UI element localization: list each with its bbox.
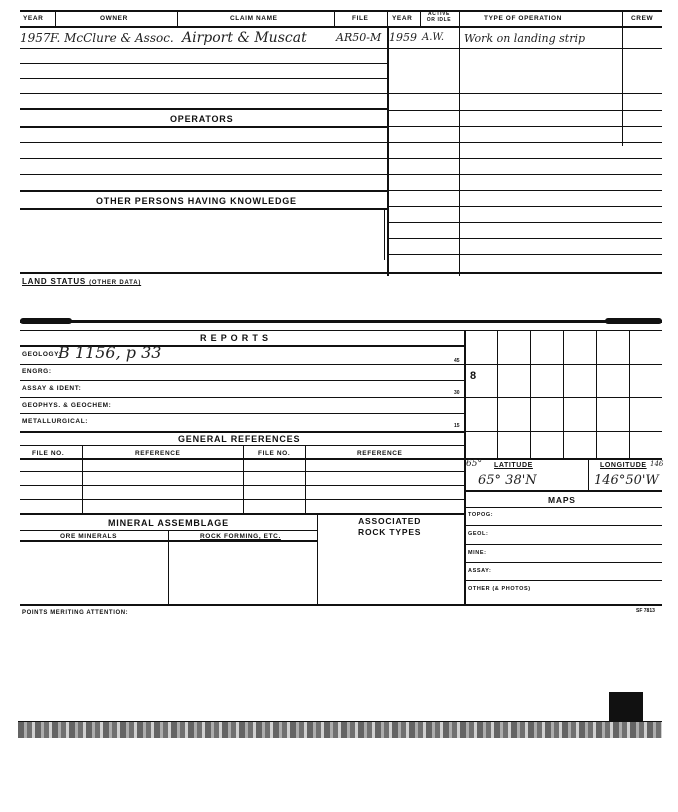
entry-file: AR50-M <box>336 31 382 44</box>
assay-ident-label: ASSAY & IDENT: <box>22 385 82 392</box>
rock-forming-label: ROCK FORMING, ETC. <box>200 533 281 540</box>
longitude-value: 146°50'W <box>594 473 659 488</box>
general-references-heading: GENERAL REFERENCES <box>178 434 301 444</box>
header-year-2: YEAR <box>392 15 413 22</box>
land-status-label: LAND STATUS <box>22 277 87 286</box>
geophys-label: GEOPHYS. & GEOCHEM: <box>22 402 112 409</box>
header-type-of-operation: TYPE OF OPERATION <box>484 15 562 22</box>
num-45: 45 <box>454 358 460 364</box>
maps-heading: MAPS <box>548 495 576 505</box>
header-owner: OWNER <box>100 15 128 22</box>
grid-mark: 8 <box>470 370 477 382</box>
points-meriting-attention: POINTS MERITING ATTENTION: <box>22 610 129 616</box>
scan-edge <box>18 722 662 738</box>
land-status-sub: (OTHER DATA) <box>89 280 142 286</box>
ref-col-reference-1: REFERENCE <box>135 450 181 457</box>
ref-col-reference-2: REFERENCE <box>357 450 403 457</box>
geology-value: B 1156, p 33 <box>58 343 162 362</box>
maps-assay: ASSAY: <box>468 568 492 574</box>
num-15: 15 <box>454 423 460 429</box>
geology-label: GEOLOGY: <box>22 351 62 358</box>
latitude-value: 65° 38'N <box>478 473 537 488</box>
registration-mark <box>609 692 643 722</box>
form-number: SF 7813 <box>636 608 655 614</box>
reports-heading: R E P O R T S <box>200 333 269 343</box>
associated-rock-types-heading: ASSOCIATED ROCK TYPES <box>358 516 422 537</box>
entry-active: A.W. <box>422 32 445 43</box>
operators-heading: OPERATORS <box>170 114 234 124</box>
header-year: YEAR <box>23 15 44 22</box>
maps-mine: MINE: <box>468 550 487 556</box>
metallurgical-label: METALLURGICAL: <box>22 418 89 425</box>
num-30: 30 <box>454 390 460 396</box>
header-file: FILE <box>352 15 369 22</box>
longitude-label: LONGITUDE <box>600 462 647 469</box>
lat-prefix: 65° <box>466 459 482 469</box>
maps-other: OTHER (& PHOTOS) <box>468 586 531 592</box>
header-active-idle: ACTIVE OR IDLE <box>426 11 452 23</box>
ref-col-file-1: FILE NO. <box>32 450 65 457</box>
header-claim-name: CLAIM NAME <box>230 15 278 22</box>
entry-year-2: 1959 <box>389 31 417 44</box>
entry-year: 1957 <box>20 31 51 45</box>
long-prefix: 146 <box>650 460 664 468</box>
maps-topog: TOPOG: <box>468 512 494 518</box>
entry-claim-name: Airport & Muscat <box>182 30 307 46</box>
entry-operation: Work on landing strip <box>464 32 586 45</box>
ref-col-file-2: FILE NO. <box>258 450 291 457</box>
mineral-assemblage-heading: MINERAL ASSEMBLAGE <box>108 518 229 528</box>
latitude-label: LATITUDE <box>494 462 533 469</box>
divider-bar <box>20 320 662 323</box>
header-crew: CREW <box>631 15 654 22</box>
smudge-right <box>605 318 662 324</box>
maps-geol: GEOL: <box>468 531 489 537</box>
land-status-heading <box>22 277 141 286</box>
other-persons-heading: OTHER PERSONS HAVING KNOWLEDGE <box>96 196 297 206</box>
engrg-label: ENGRG: <box>22 368 52 375</box>
smudge-left <box>20 318 72 324</box>
ore-minerals-label: ORE MINERALS <box>60 533 118 540</box>
entry-owner: F. McClure & Assoc. <box>50 31 174 45</box>
